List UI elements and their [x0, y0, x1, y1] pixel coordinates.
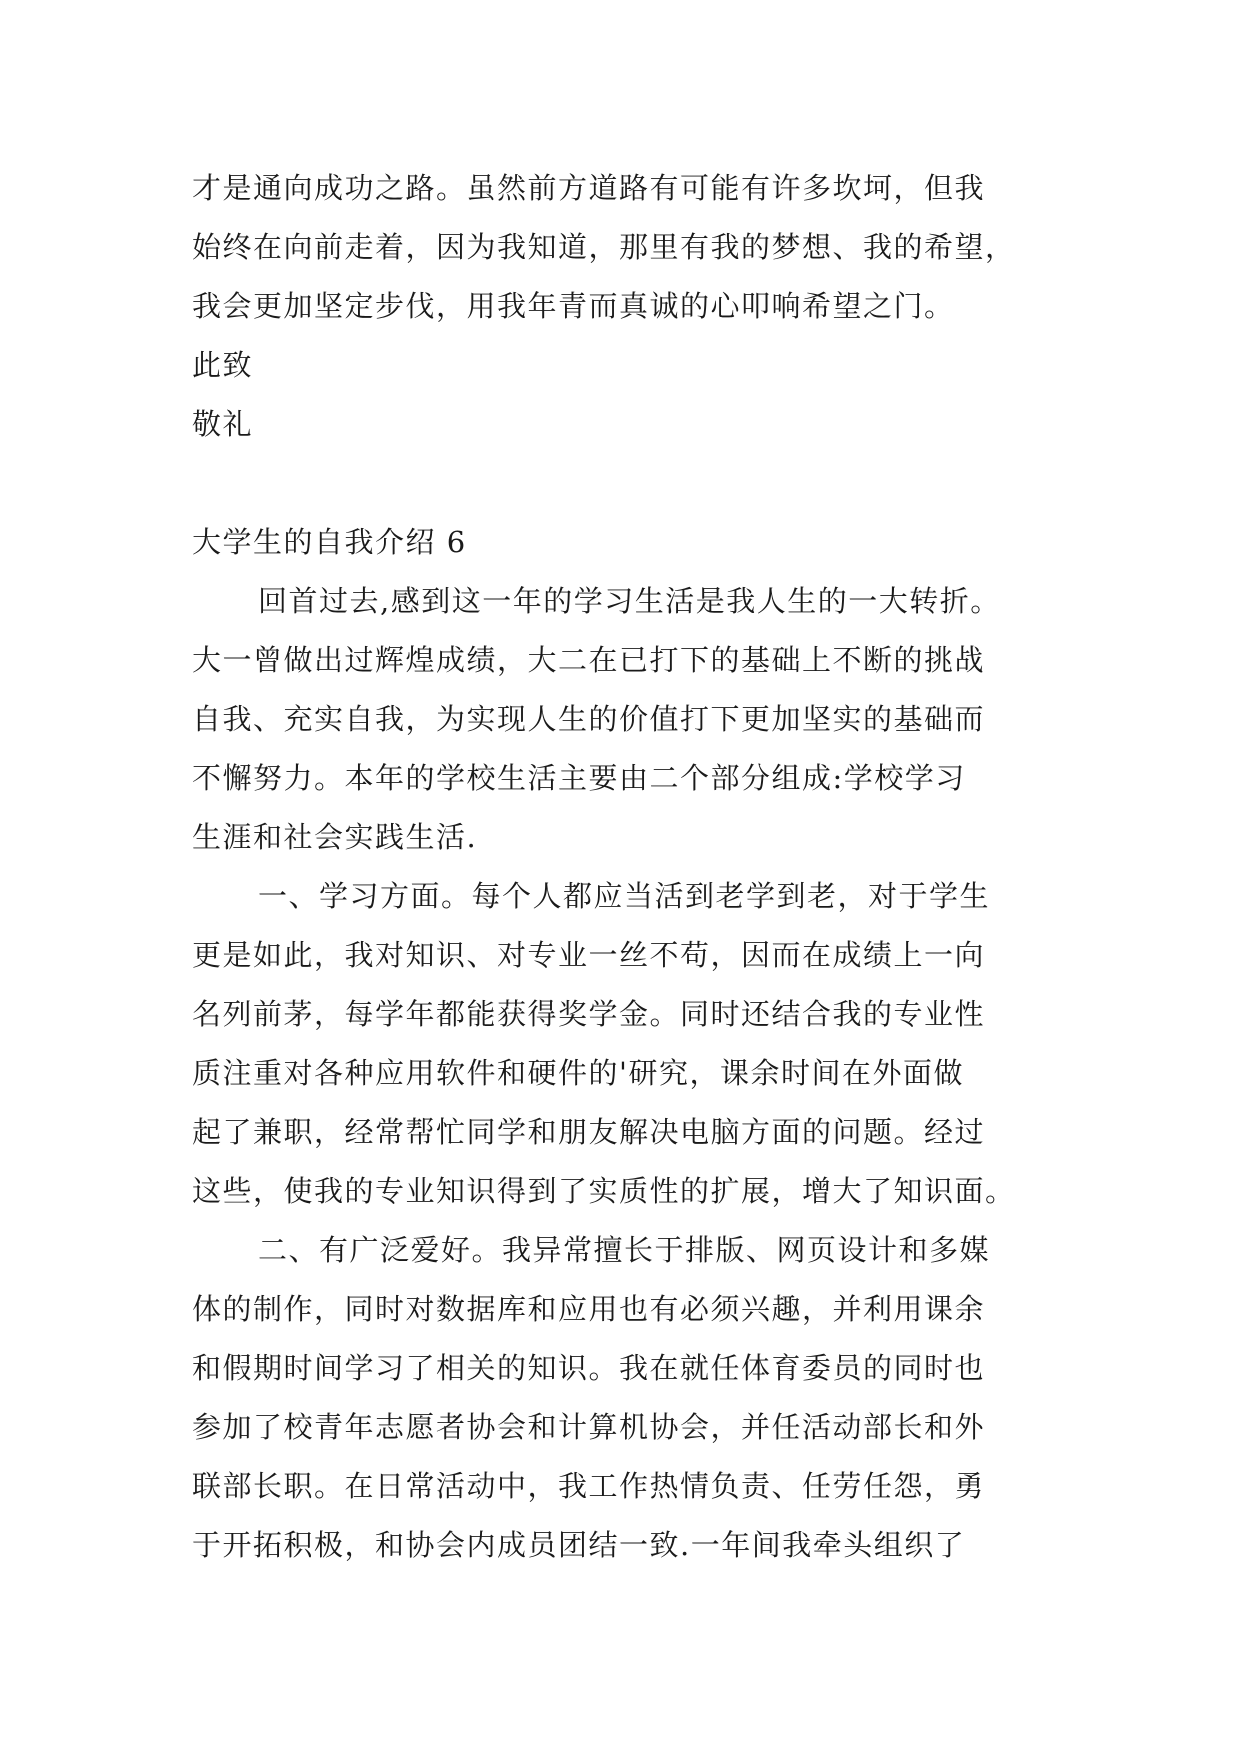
section-title: 大学生的自我介绍 6: [192, 525, 467, 559]
paragraph-line: 大一曾做出过辉煌成绩，大二在已打下的基础上不断的挑战: [192, 643, 986, 677]
paragraph-line: 参加了校青年志愿者协会和计算机协会，并任活动部长和外: [192, 1410, 986, 1444]
closing-paragraph-line: 才是通向成功之路。虽然前方道路有可能有许多坎坷，但我: [192, 171, 986, 205]
paragraph-line: 联部长职。在日常活动中，我工作热情负责、任劳任怨，勇: [192, 1469, 986, 1503]
paragraph-line: 一、学习方面。每个人都应当活到老学到老，对于学生: [258, 879, 991, 913]
paragraph-line: 于开拓积极，和协会内成员团结一致.一年间我牵头组织了: [192, 1528, 966, 1562]
paragraph-line: 二、有广泛爱好。我异常擅长于排版、网页设计和多媒: [258, 1233, 991, 1267]
paragraph-line: 不懈努力。本年的学校生活主要由二个部分组成:学校学习: [192, 761, 966, 795]
closing-paragraph-line: 始终在向前走着，因为我知道，那里有我的梦想、我的希望，: [192, 230, 1016, 264]
paragraph-line: 生涯和社会实践生活.: [192, 820, 478, 854]
paragraph-line: 回首过去,感到这一年的学习生活是我人生的一大转折。: [258, 584, 1001, 618]
salutation-line: 此致: [192, 348, 254, 382]
paragraph-line: 更是如此，我对知识、对专业一丝不苟，因而在成绩上一向: [192, 938, 986, 972]
paragraph-line: 质注重对各种应用软件和硬件的'研究，课余时间在外面做: [192, 1056, 964, 1090]
paragraph-line: 和假期时间学习了相关的知识。我在就任体育委员的同时也: [192, 1351, 986, 1385]
closing-paragraph-line: 我会更加坚定步伐，用我年青而真诚的心叩响希望之门。: [192, 289, 955, 323]
paragraph-line: 这些，使我的专业知识得到了实质性的扩展，增大了知识面。: [192, 1174, 1016, 1208]
salutation-line: 敬礼: [192, 407, 254, 441]
paragraph-line: 起了兼职，经常帮忙同学和朋友解决电脑方面的问题。经过: [192, 1115, 986, 1149]
paragraph-line: 体的制作，同时对数据库和应用也有必须兴趣，并利用课余: [192, 1292, 986, 1326]
paragraph-line: 自我、充实自我，为实现人生的价值打下更加坚实的基础而: [192, 702, 986, 736]
paragraph-line: 名列前茅，每学年都能获得奖学金。同时还结合我的专业性: [192, 997, 986, 1031]
